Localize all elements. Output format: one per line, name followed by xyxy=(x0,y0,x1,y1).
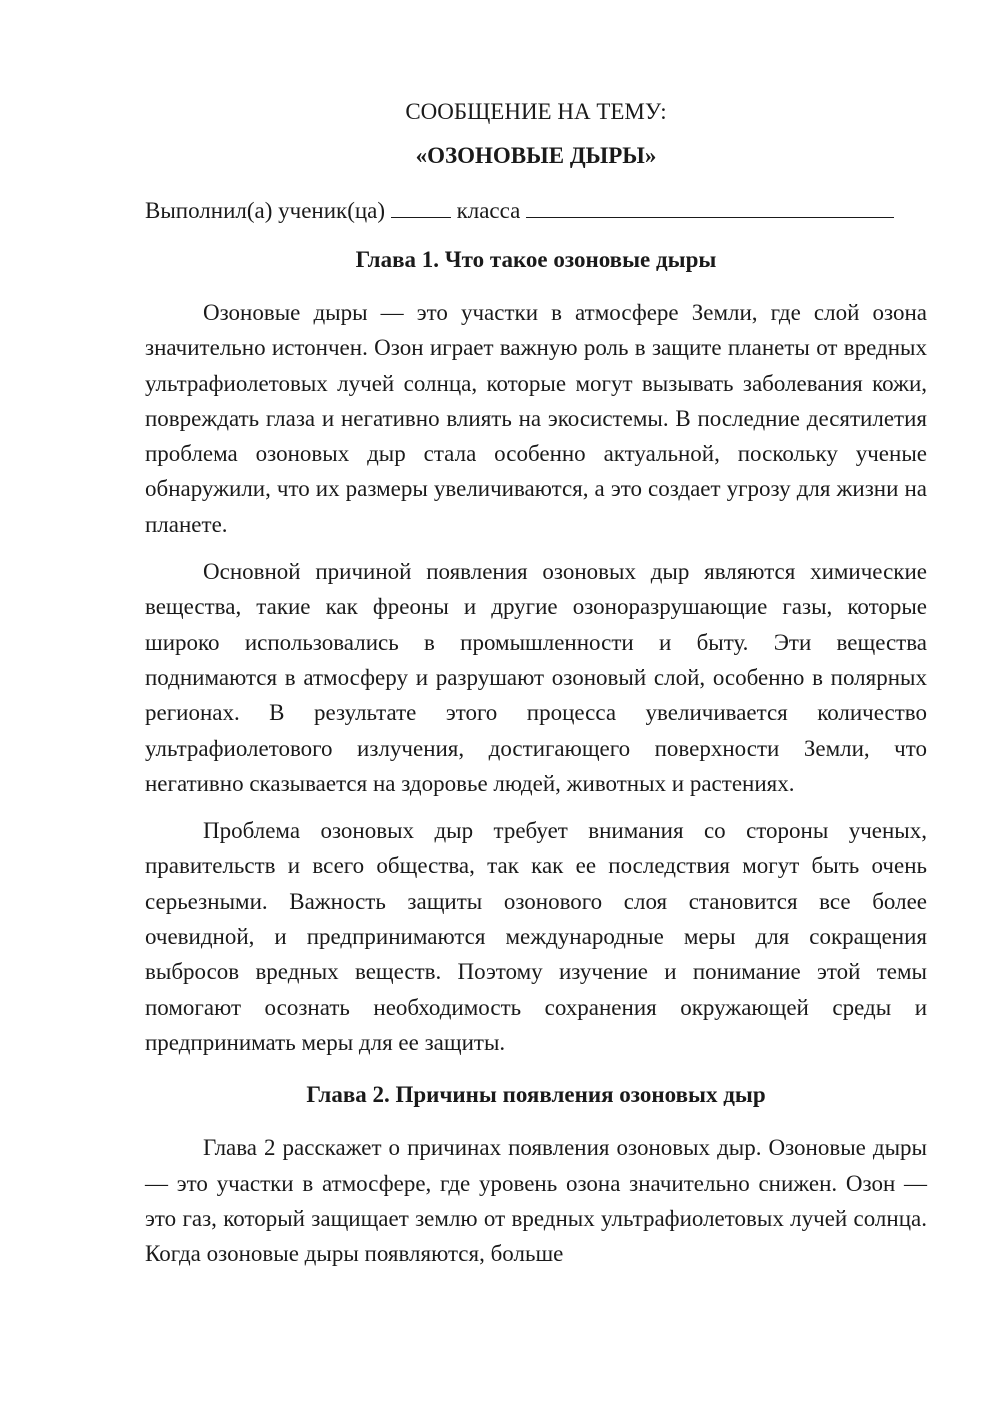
chapter-2-paragraph-1: Глава 2 расскажет о причинах появления озоновых дыр. Озоновые дыры — это участки в атмосфере, где уровень озона значительно снижен. Озон — это газ, который защищает землю от вредных ультрафиолетовых лучей солнца. Когда озоновые дыры появляются, больше xyxy=(145,1135,927,1267)
document-topic-label: СООБЩЕНИЕ НА ТЕМУ: xyxy=(405,99,667,124)
grade-blank xyxy=(391,195,451,218)
chapter-1-paragraph-1: Озоновые дыры — это участки в атмосфере Земли, где слой озона значительно истончен. Озон играет важную роль в защите планеты от вредных ультрафиолетовых лучей солнца, которые могут вызывать заболевания кожи, повреждать глаза и негативно влиять на экосистемы. В последние десятилетия проблема озоновых дыр стала особенно актуальной, поскольку ученые обнаружили, что их размеры увеличиваются, а это создает угрозу для жизни на планете. xyxy=(145,300,927,537)
chapter-1-heading: Глава 1. Что такое озоновые дыры xyxy=(355,247,717,272)
chapter-1-paragraph-2: Основной причиной появления озоновых дыр являются химические вещества, такие как фреоны и другие озоноразрушающие газы, которые широко использовались в промышленности и быту. Эти вещества поднимаются в атмосферу и разрушают озоновый слой, особенно в полярных регионах. В результате этого процесса увеличивается количество ультрафиолетового излучения, достигающего поверхности Земли, что негативно сказывается на здоровье людей, животных и растениях. xyxy=(145,559,927,796)
chapter-2-heading: Глава 2. Причины появления озоновых дыр xyxy=(306,1082,766,1108)
name-blank xyxy=(526,195,894,218)
class-label: класса xyxy=(456,198,521,223)
document-title: «ОЗОНОВЫЕ ДЫРЫ» xyxy=(415,143,657,168)
chapter-1-paragraph-3: Проблема озоновых дыр требует внимания со стороны ученых, правительств и всего общества, так как ее последствия могут быть очень серьезными. Важность защиты озонового слоя становится все более очевидной, и предпринимаются международные меры для сокращения выбросов вредных веществ. Поэтому изучение и понимание этой темы помогают осознать необходимость сохранения окружающей среды и предпринимать меры для ее защиты. xyxy=(145,818,927,1055)
document-page xyxy=(145,0,927,1271)
author-prefix: Выполнил(а) ученик(ца) xyxy=(145,198,386,223)
author-line xyxy=(145,195,927,226)
